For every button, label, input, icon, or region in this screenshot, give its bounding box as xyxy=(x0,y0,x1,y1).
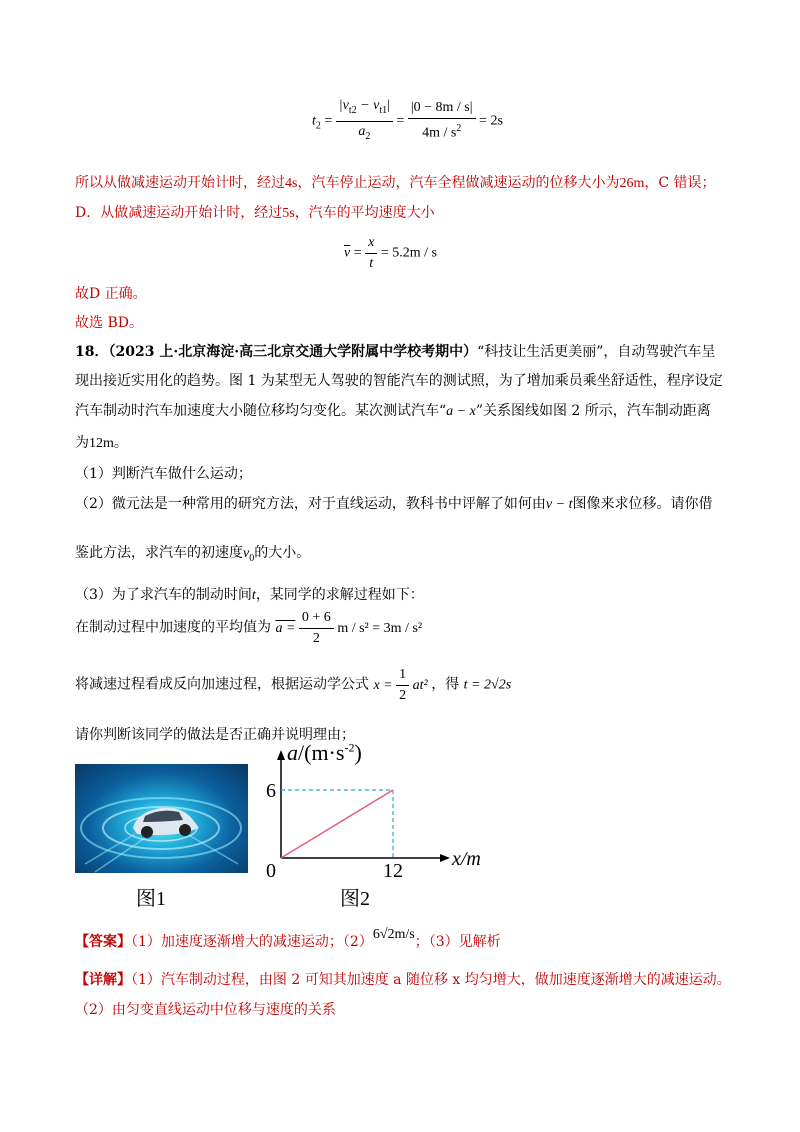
figure2-caption: 图2 xyxy=(340,888,370,910)
line-d-statement: D．从做减速运动开始计时，经过5s，汽车的平均速度大小 xyxy=(75,205,435,221)
q18-sub3: （3）为了求汽车的制动时间t，某同学的求解过程如下： xyxy=(75,587,424,603)
choose-text: 故选 BD。 xyxy=(75,315,143,331)
detail-label: 【详解】 xyxy=(75,972,131,988)
q18-line4: 为12m。 xyxy=(75,435,128,451)
eq-t2-frac2: $\frac{|0 - 8m / s|}{4m / s^2}$ xyxy=(408,98,476,144)
x-axis-arrow xyxy=(440,854,450,862)
q18-sub2-line2: 鉴此方法，求汽车的初速度$v_0$的大小。 xyxy=(75,545,311,564)
figure1-car-photo xyxy=(75,764,248,873)
y-axis-arrow xyxy=(277,750,285,760)
q18-judge: 请你判断该同学的做法是否正确并说明理由； xyxy=(75,727,355,743)
q18-average-line: 在制动过程中加速度的平均值为 a = $\frac{0 + 6}{2}$ m / s² = 3m / s² xyxy=(75,610,423,646)
answer-line: 【答案】（1）加速度逐渐增大的减速运动；（2）6√2m/s；（3）见解析 xyxy=(75,927,501,950)
q18-reverse-line: 将减速过程看成反向加速过程，根据运动学公式 x = $\frac{1}{2}$ at² ，得 t = 2√2s xyxy=(75,667,512,703)
detail-line1: 【详解】（1）汽车制动过程，由图 2 可知其加速度 a 随位移 x 均匀增大，做加速度逐渐增大的减速运动。 xyxy=(75,972,731,988)
detail-line2: （2）由匀变直线运动中位移与速度的关系 xyxy=(75,1002,336,1018)
q18-line3: 汽车制动时汽车加速度大小随位移均匀变化。某次测试汽车“a − x”关系图线如图 2 所示，汽车制动距离 xyxy=(75,403,711,419)
d-correct-text: 故D 正确。 xyxy=(75,286,147,302)
answer-label: 【答案】 xyxy=(75,934,131,950)
q18-sub1: （1）判断汽车做什么运动； xyxy=(75,466,252,482)
eq-t2-frac1: $\frac{|v_{t2} - v_{t1}|}{a_2}$ xyxy=(336,96,393,147)
q18-line2: 现出接近实用化的趋势。图 1 为某型无人驾驶的智能汽车的测试照，为了增加乘员乘坐舒适性，程序设定 xyxy=(75,373,723,389)
figure2-origin: 0 xyxy=(266,860,276,882)
q18-sub2: （2）微元法是一种常用的研究方法，对于直线运动，教科书中评解了如何由v − t图像来求位移。请你借 xyxy=(75,496,713,512)
figure2-ylabel: $a/(m\cdot s^{-2})$ xyxy=(287,740,362,765)
q18-source: （2023 上·北京海淀·高三北京交通大学附属中学校考期中） xyxy=(108,344,478,360)
q18-number: 18． xyxy=(75,344,109,360)
eq-t2-lhs: t xyxy=(312,113,316,129)
car-illustration xyxy=(75,764,248,873)
figure2-xlabel: x/m xyxy=(452,848,481,870)
a-x-data-line xyxy=(281,790,393,858)
equation-v: $\overline{v}$ = $\frac{x}{t}$ = 5.2m / s xyxy=(344,235,437,271)
line-c-conclusion: 所以从做减速运动开始计时，经过4s，汽车停止运动，汽车全程做减速运动的位移大小为26m，C 错误； xyxy=(75,175,716,191)
figure2-xtick-12: 12 xyxy=(383,860,403,882)
equation-t2: $t_2$ = $\frac{|v_{t2} - v_{t1}|}{a_2}$ = $\frac{|0 - 8m / s|}{4m / s^2}$ = 2s xyxy=(312,96,503,147)
figure1-caption: 图1 xyxy=(136,888,166,910)
figure2-ytick-6: 6 xyxy=(266,780,276,802)
q18-line1: 18．（2023 上·北京海淀·高三北京交通大学附属中学校考期中）“科技让生活更美丽”，自动驾驶汽车呈 xyxy=(75,344,716,360)
